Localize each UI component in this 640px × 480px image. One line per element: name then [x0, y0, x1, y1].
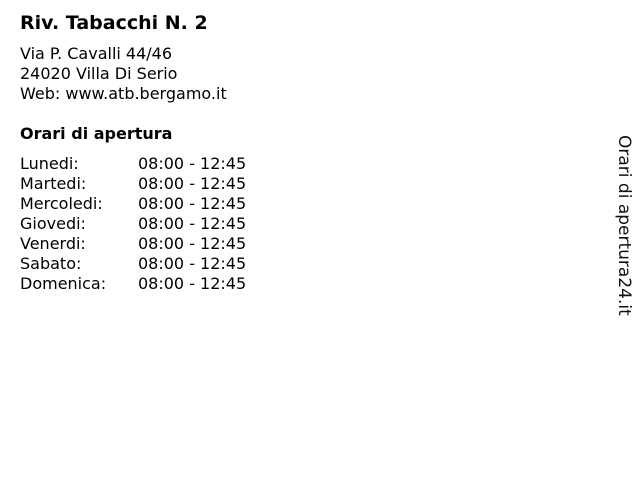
store-address: [20, 44, 227, 104]
day-label: Domenica:: [20, 274, 107, 293]
opening-hours-heading: Orari di apertura: [20, 124, 173, 143]
time-range: 08:00 - 12:45: [138, 194, 247, 213]
time-range: 08:00 - 12:45: [138, 234, 247, 253]
time-range: 08:00 - 12:45: [138, 154, 247, 173]
day-label: Venerdi:: [20, 234, 86, 253]
store-title: Riv. Tabacchi N. 2: [20, 12, 208, 34]
day-label: Giovedi:: [20, 214, 86, 233]
address-city: 24020 Villa Di Serio: [20, 64, 178, 83]
day-label: Lunedi:: [20, 154, 79, 173]
day-label: Mercoledi:: [20, 194, 103, 213]
day-label: Sabato:: [20, 254, 82, 273]
day-label: Martedi:: [20, 174, 87, 193]
address-street: Via P. Cavalli 44/46: [20, 44, 173, 63]
website-line: Web: www.atb.bergamo.it: [20, 84, 227, 103]
site-watermark: Orari di apertura24.it: [614, 135, 634, 316]
time-range: 08:00 - 12:45: [138, 174, 247, 193]
time-range: 08:00 - 12:45: [138, 214, 247, 233]
time-range: 08:00 - 12:45: [138, 254, 247, 273]
time-range: 08:00 - 12:45: [138, 274, 247, 293]
